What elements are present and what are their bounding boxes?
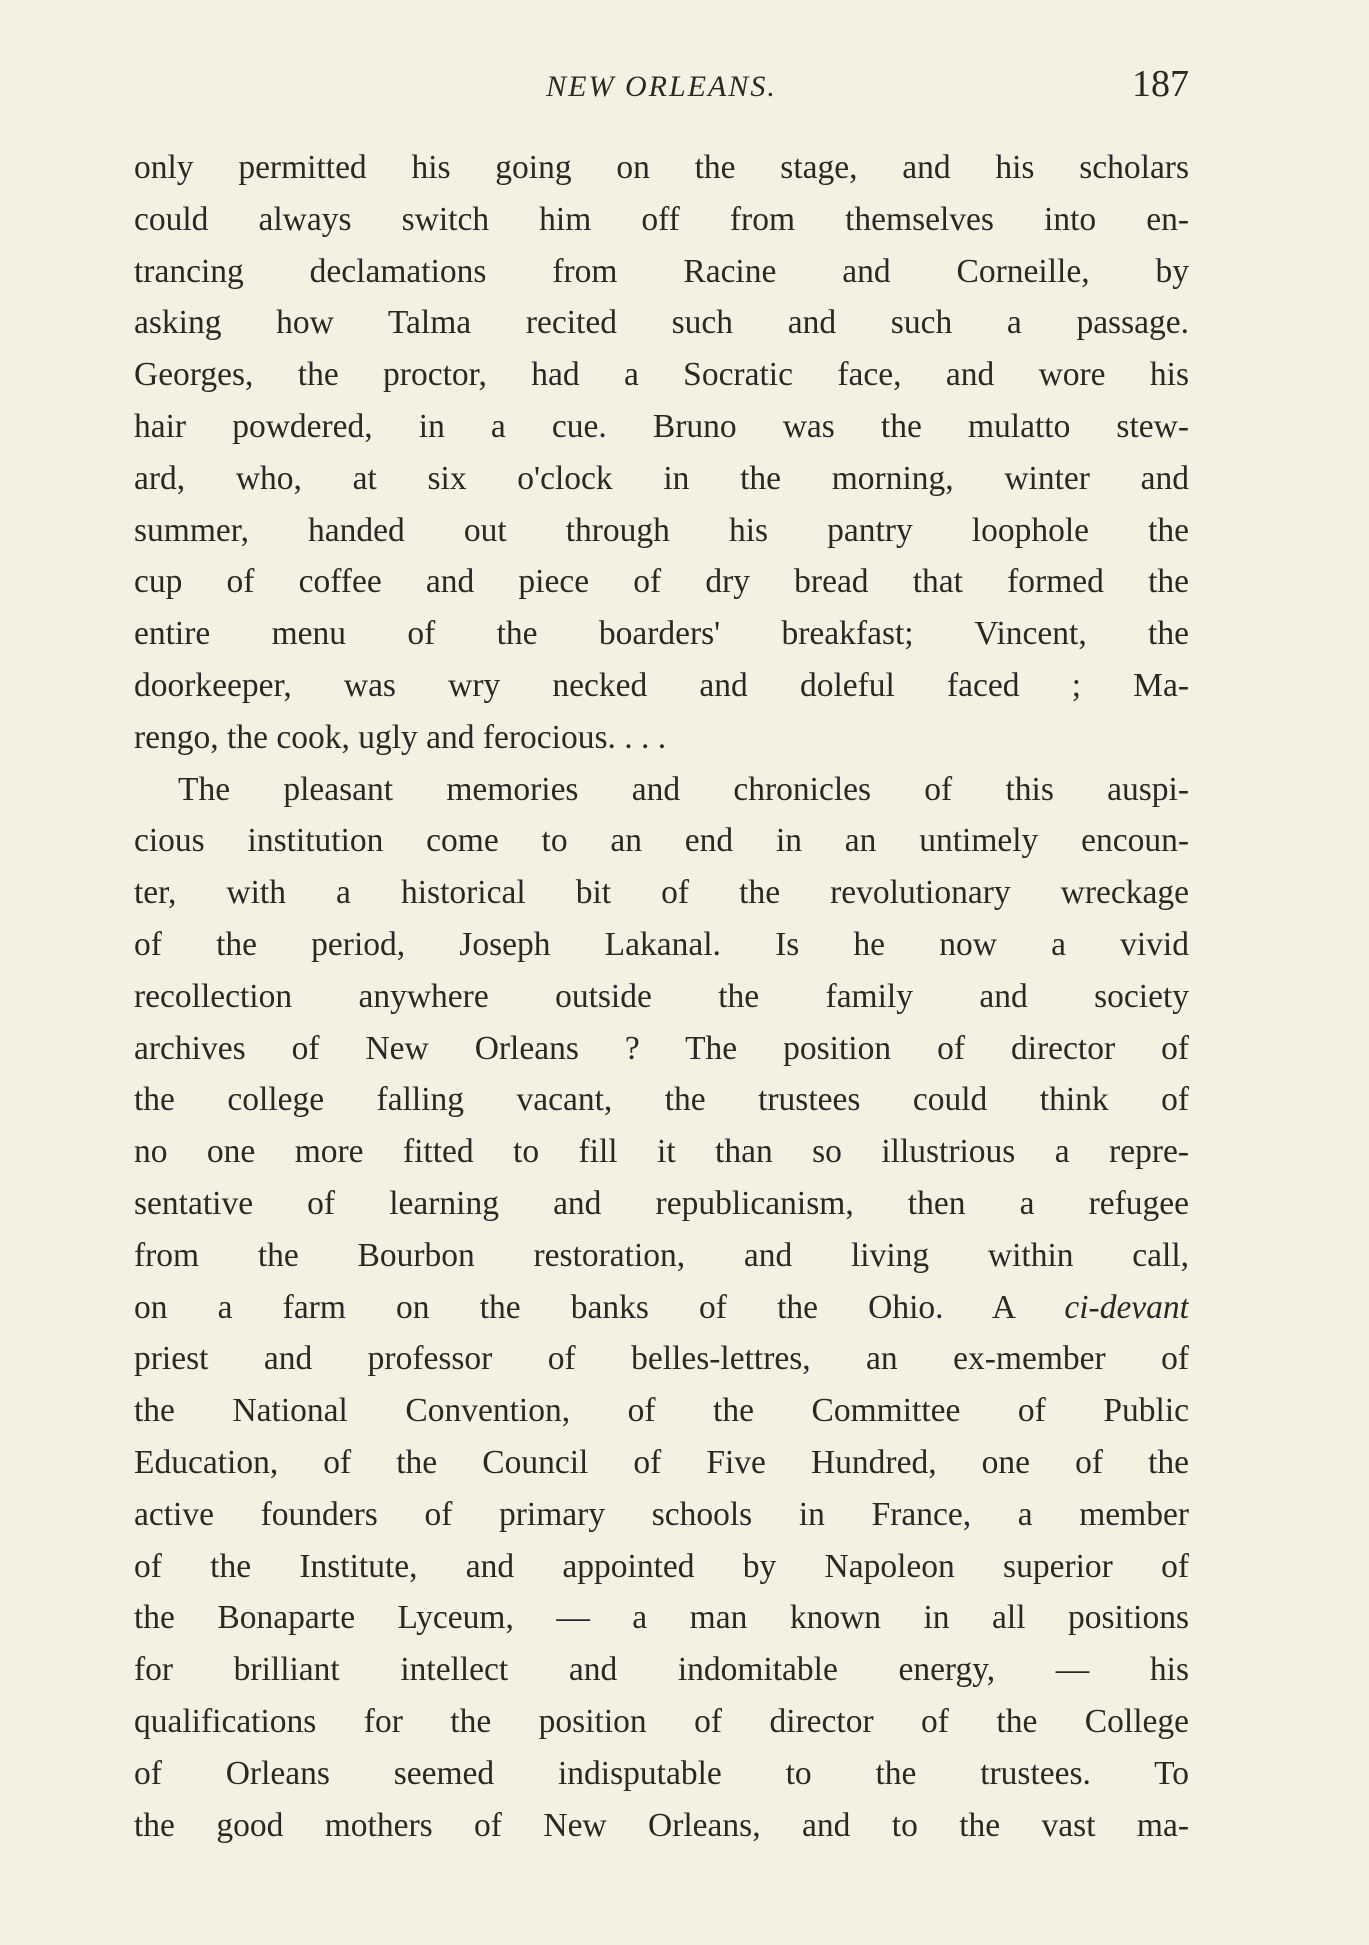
text-line: trancing declamations from Racine and Corneille, by bbox=[134, 252, 1189, 290]
text-line: archives of New Orleans ? The position of director of bbox=[134, 1029, 1189, 1067]
text-line: cup of coffee and piece of dry bread that formed the bbox=[134, 563, 1189, 601]
text-line: the Bonaparte Lyceum, — a man known in all positions bbox=[134, 1599, 1189, 1637]
text-line: the college falling vacant, the trustees could think of bbox=[134, 1081, 1189, 1119]
text-line: for brilliant intellect and indomitable energy, — his bbox=[134, 1651, 1189, 1689]
text-line: cious institution come to an end in an untimely encoun- bbox=[134, 822, 1189, 860]
text-line: rengo, the cook, ugly and ferocious. . . . bbox=[134, 718, 667, 756]
text-line: hair powdered, in a cue. Bruno was the mulatto stew- bbox=[134, 407, 1189, 445]
text-line: qualifications for the position of director of the College bbox=[134, 1702, 1189, 1740]
text-line: Georges, the proctor, had a Socratic face, and wore his bbox=[134, 356, 1189, 394]
text-line: Education, of the Council of Five Hundred, one of the bbox=[134, 1443, 1189, 1481]
text-line: priest and professor of belles-lettres, an ex-member of bbox=[134, 1340, 1189, 1378]
body-text bbox=[134, 142, 1189, 1851]
text-line: of the period, Joseph Lakanal. Is he now a vivid bbox=[134, 925, 1189, 963]
text-line: recollection anywhere outside the family and society bbox=[134, 977, 1189, 1015]
text-line: no one more fitted to fill it than so illustrious a repre- bbox=[134, 1133, 1189, 1171]
text-line: of the Institute, and appointed by Napoleon superior of bbox=[134, 1547, 1189, 1585]
text-line: of Orleans seemed indisputable to the trustees. To bbox=[134, 1754, 1189, 1792]
page-number: 187 bbox=[1132, 63, 1189, 105]
text-line: The pleasant memories and chronicles of this auspi- bbox=[178, 770, 1189, 808]
running-title: NEW ORLEANS. bbox=[546, 70, 777, 103]
italic-term: ci-devant bbox=[1064, 1288, 1189, 1326]
text-line: active founders of primary schools in France, a member bbox=[134, 1495, 1189, 1533]
text-line: sentative of learning and republicanism, then a refugee bbox=[134, 1184, 1189, 1222]
text-line: asking how Talma recited such and such a passage. bbox=[134, 304, 1189, 342]
text-line: ter, with a historical bit of the revolutionary wreckage bbox=[134, 874, 1189, 912]
text-line: entire menu of the boarders' breakfast; Vincent, the bbox=[134, 615, 1189, 653]
text-line: the National Convention, of the Committee of Public bbox=[134, 1392, 1189, 1430]
text-line: the good mothers of New Orleans, and to the vast ma- bbox=[134, 1806, 1189, 1844]
text-line: from the Bourbon restoration, and living within call, bbox=[134, 1236, 1189, 1274]
text-line: doorkeeper, was wry necked and doleful faced ; Ma- bbox=[134, 666, 1189, 704]
text-line: only permitted his going on the stage, and his scholars bbox=[134, 149, 1189, 186]
text-segment: on a farm on the banks of the Ohio. A bbox=[134, 1288, 1065, 1326]
text-line: summer, handed out through his pantry loophole the bbox=[134, 511, 1189, 549]
text-line bbox=[134, 1282, 1189, 1334]
running-head bbox=[134, 62, 1189, 112]
text-line: ard, who, at six o'clock in the morning, winter and bbox=[134, 459, 1189, 497]
text-line: could always switch him off from themselves into en- bbox=[134, 200, 1189, 238]
